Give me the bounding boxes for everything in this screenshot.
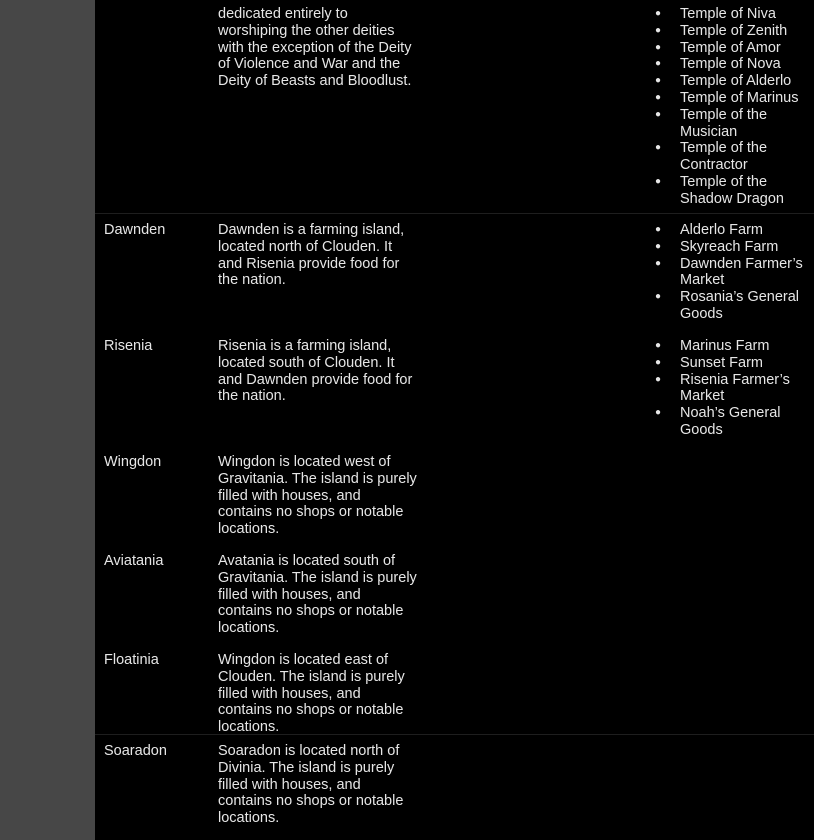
island-description-cell: Risenia is a farming island, located south of Clouden. It and Dawnden provide food for the nation. bbox=[218, 338, 413, 405]
island-description-cell: Soaradon is located north of Divinia. The island is purely filled with houses, and contains no shops or notable locations. bbox=[218, 743, 404, 827]
locations-cell bbox=[655, 338, 814, 439]
locations-list bbox=[655, 222, 814, 323]
locations-list bbox=[655, 338, 814, 439]
list-item: ● Marinus Farm bbox=[655, 338, 814, 355]
list-item: ● Skyreach Farm bbox=[655, 239, 814, 256]
list-item: ● Temple of Amor bbox=[655, 40, 814, 57]
table-row bbox=[95, 644, 814, 735]
table-row bbox=[95, 735, 814, 840]
list-item: ● Temple of Niva bbox=[655, 6, 814, 23]
list-item: ● Temple of Zenith bbox=[655, 23, 814, 40]
table-row bbox=[95, 330, 814, 446]
list-item: ● Alderlo Farm bbox=[655, 222, 814, 239]
locations-cell bbox=[655, 6, 814, 208]
island-name-cell: Soaradon bbox=[104, 743, 167, 759]
list-item: ● Temple of the Shadow Dragon bbox=[655, 174, 814, 208]
islands-table bbox=[95, 0, 814, 840]
list-item: ● Risenia Farmer’s Market bbox=[655, 372, 814, 406]
island-name-cell: Aviatania bbox=[104, 553, 164, 569]
island-description-cell: Dawnden is a farming island, located north of Clouden. It and Risenia provide food for the nation. bbox=[218, 222, 405, 289]
table-row bbox=[95, 446, 814, 545]
list-item: ● Noah’s General Goods bbox=[655, 405, 814, 439]
island-description-cell: dedicated entirely to worshiping the other deities with the exception of the Deity of Violence and War and the Deity of Beasts and Bloodlust. bbox=[218, 6, 412, 90]
island-name-cell: Wingdon bbox=[104, 454, 162, 470]
island-name-cell: Dawnden bbox=[104, 222, 166, 238]
island-name-cell: Risenia bbox=[104, 338, 153, 354]
document-page bbox=[95, 0, 814, 840]
island-description-cell: Wingdon is located east of Clouden. The island is purely filled with houses, and contains no shops or notable locations. bbox=[218, 652, 405, 736]
table-row bbox=[95, 545, 814, 644]
locations-cell bbox=[655, 222, 814, 323]
island-name-cell: Floatinia bbox=[104, 652, 159, 668]
table-row bbox=[95, 0, 814, 214]
island-description-cell: Avatania is located south of Gravitania. The island is purely filled with houses, and contains no shops or notable locations. bbox=[218, 553, 417, 637]
island-description-cell: Wingdon is located west of Gravitania. The island is purely filled with houses, and contains no shops or notable locations. bbox=[218, 454, 417, 538]
list-item: ● Rosania’s General Goods bbox=[655, 289, 814, 323]
table-row bbox=[95, 214, 814, 330]
locations-list bbox=[655, 6, 814, 208]
list-item: ● Temple of Alderlo bbox=[655, 73, 814, 90]
list-item: ● Temple of Marinus bbox=[655, 90, 814, 107]
list-item: ● Dawnden Farmer’s Market bbox=[655, 256, 814, 290]
list-item: ● Sunset Farm bbox=[655, 355, 814, 372]
list-item: ● Temple of the Musician bbox=[655, 107, 814, 141]
list-item: ● Temple of the Contractor bbox=[655, 140, 814, 174]
list-item: ● Temple of Nova bbox=[655, 56, 814, 73]
document-margin bbox=[0, 0, 95, 840]
